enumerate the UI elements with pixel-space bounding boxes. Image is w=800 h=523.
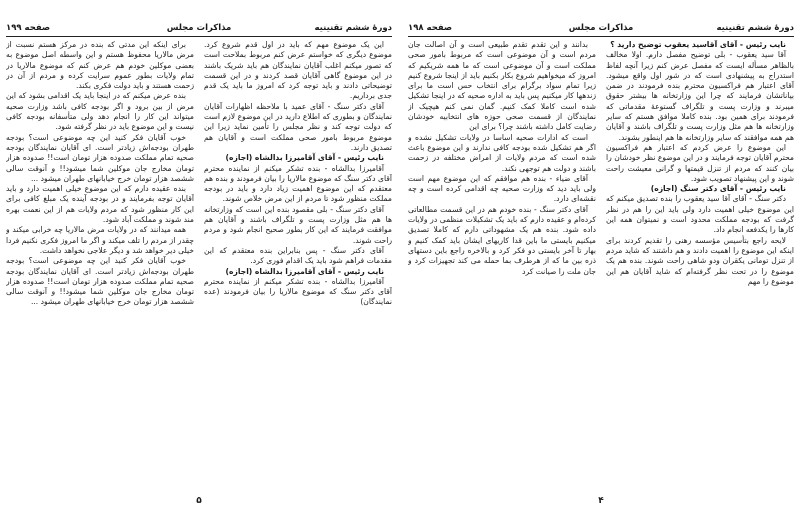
paragraph: این یک موضوع مهم که باید در اول قدم شروع کرد. موضوع دیگری که خواستم عرض کنم مربوط بملاحت است که تصور میکنم اغلب آقایان نمایندگان هم باید شریک باشند در این موضوع گاهی آقایان قصد کردند و در این قسمت توضیحاتی دادند و باید توجه کرد که امروز ما باید یک قدم جدی برداریم. [204,40,392,101]
paragraph: آقای دکتر سنگ - بلی مقصود بنده این است که وزارتخانه ها هم مثل وزارت پست و تلگراف باشند و آقایان هم موافقت فرمایند که این کار بطور صحیح انجام شود و مردم راحت شوند. [204,204,392,245]
paragraph: آقای دکتر سنگ - آقای عمید با ملاحظه اظهارات آقایان نمایندگان و بطوری که اطلاع دارید در این موضوع لازم است که دولت توجه کند و نظر مجلس را تأمین نماید زیرا این موضوع مربوط بامور صحی مملکت است و آقایان هم تصدیق دارند. [204,101,392,152]
page-header [408,22,794,37]
paragraph: لایحه راجع بتأسیس مؤسسه رهنی را تقدیم کردند برای اینکه این موضوع را اهمیت دادند و هم داشتند که شاید مردم از تنزل تومانی یکقران ودو شاهی راحت شوند. بنده هم یک موضوع را در تحت نظر گرفته‌ام که شاید آقایان هم این موضوع را مهم [606,235,794,286]
paragraph: نایب رئیس - آقای آقامیرزا بدالشاه (اجازه) [225,266,384,276]
paragraph: آقامیرزا بدالشاه - بنده تشکر میکنم از نماینده محترم آقای دکتر سنگ که موضوع مالاریا را بیان فرمودند و بنده هم معتقدم که این موضوع اهمیت زیاد دارد و باید در بودجه مملکت منظور شود تا مردم از این مرض خلاص شوند. [204,163,392,204]
paragraph: آقای ضیاء - بنده هم موافقم که این موضوع مهم است ولی باید دید که وزارت صحیه چه اقدامی کرده است و چه نقشه‌ای دارد. [408,173,596,204]
paragraph: همه میدانند که در ولایات مرض مالاریا چه خرابی میکند و چقدر از مردم را تلف میکند و اگر ما امروز فکری نکنیم فردا خیلی دیر خواهد شد و دیگر علاجی نخواهد داشت. [6,225,194,255]
paragraph: نایب رئیس - آقای آقامیرزا بدالشاه (اجازه) [225,153,384,163]
running-title: مذاکرات مجلس [166,23,232,33]
paragraph: برای اینکه این مدتی که بنده در مرکز هستم نسبت از مرض مالاریا محفوظ هستم و این واسطه اصل موضوع به بعضی موکلین خودم هم عرض کنم که موضوع مالاریا در تمام ولایات بطور عموم سرایت کرده و مردم از آن در زحمت هستند و باید دولت فکری بکند. [6,40,194,91]
paragraph: خوب آقایان فکر کنید این چه موضوعی است؟ بودجه طهران بودجه‌اش زیادتر است. ای آقایان نمایندگان بودجه صحیه تمام مملکت صدوده هزار تومان است!! صدوده هزار تومان مخارج جان موکلین شما میشود!! و آنوقت سالی ششصد هزار تومان خرج خیابانهای طهران میشود ... [6,132,194,183]
session-label: دورهٔ ششم تقنینیه [716,23,794,33]
right-page [402,0,800,523]
paragraph: آقامیرزا بدالشاه - بنده تشکر میکنم از نماینده محترم آقای دکتر سنگ که موضوع مالاریا را بیان فرمودند (عده نمایندگان) [204,276,392,307]
paragraph: بنده عقیده دارم که این موضوع خیلی اهمیت دارد و باید آقایان توجه بفرمایند و در بودجه آینده یک مبلغ کافی برای این کار منظور شود که مردم ولایات هم از این نعمت بهره مند شوند و مملکت آباد شود. [6,184,194,225]
page-label: صفحه ۱۹۸ [408,23,453,33]
page-number: ۵ [196,496,202,506]
paragraph: دکتر سنگ - آقای آقا سید یعقوب را بنده تصدیق میکنم که این موضوع خیلی اهمیت دارد ولی باید این را هم در نظر گرفت که بودجه مملکت محدود است و نمیتوان همه این کارها را یکدفعه انجام داد. [606,194,794,235]
text-column [204,40,392,488]
running-title: مذاکرات مجلس [568,23,634,33]
paragraph: نایب رئیس - آقای آقاسید یعقوب توضیح دارید ؟ [610,40,786,49]
text-column [408,40,596,488]
paragraph: خوب آقایان فکر کنید این چه موضوعی است؟ بودجه طهران بودجه‌اش زیادتر است. ای آقایان نمایندگان بودجه صحیه تمام مملکت صدوده هزار تومان است!! صدوده هزار تومان مخارج جان موکلین شما میشود!! و آنوقت سالی ششصد هزار تومان خرج خیابانهای طهران میشود ... [6,256,194,307]
text-column [606,40,794,488]
paragraph: آقای دکتر سنگ - پس بنابراین بنده معتقدم که این مقدمات فراهم شود باید یک اقدام فوری کرد. [204,245,392,266]
paragraph: بدانند و این تقدم تقدم طبیعی است و آن اصالت جان مردم است و آن موضوعی است که مربوط بامور صحی مملکت است و آن موضوعی است که ما همه شریکیم که امروز که میخواهیم شروع بکار بکنیم باید از اینجا شروع کنیم زیرا تمام سواد برگرام برای انتخاب حس است ما برای زندهها کار میکنیم پس باید به اداره صحیه که در اینجا تشکیل شده است کاملا کمک کنیم. گمان نمی کنم هیچیک از نمایندگان از قسمت صحی حوزه های انتخابیه خودشان رضایت کامل داشته باشند چرا؟ برای این [408,40,596,132]
paragraph: است که ادارات صحیه اساسا در ولایات تشکیل نشده و اگر هم تشکیل شده بودجه کافی ندارند و این موضوع باعث شده است که مردم ولایات از امراض مختلفه در زحمت باشند و دولت هم توجهی نکند. [408,132,596,173]
page-label: صفحه ۱۹۹ [6,23,51,33]
text-column [6,40,194,488]
session-label: دورهٔ ششم تقنینیه [314,23,392,33]
page-number: ۴ [598,496,604,506]
page-header [6,22,392,37]
paragraph: این موضوع را عرض کردم که اعتبار هم فراکسیون محترم آقایان توجه فرمایند و در این موضوع نظر خودشان را بیان کنند که مردم از تنزل قیمتها و گرانی معیشت راحت شوند و این پیشنهاد تصویب شود. [606,142,794,183]
paragraph: بنده عرض میکنم که در اینجا باید یک اقدامی بشود که این مرض از بین برود و اگر بودجه کافی باشد وزارت صحیه میتواند این کار را انجام دهد ولی متأسفانه بودجه کافی نیست و این موضوع باید در نظر گرفته شود. [6,91,194,132]
paragraph: نایب رئیس - آقای دکتر سنگ (اجازه) [650,184,786,194]
paragraph: آقای دکتر سنگ - بنده خودم هم در این قسمت مطالعاتی کرده‌ام و عقیده دارم که باید یک تشکیلات منظمی در ولایات داده شود. بنده هم یک مشهوداتی دارم که کاملا تصدیق میکنیم بایستی ما باین قدا کاریهای ایشان باید کمک کنیم و بهار تا آخر بایستی دو فکر کرد و بالاخره راجع باین دستهای ذره بین ما که از هرطرف بما حمله می کند تجهیزات کرد و جان ملت را صیانت کرد [408,204,596,276]
left-page [0,0,398,523]
paragraph: آقا سید یعقوب - بلی توضیح مفصل دارم. اولا مخالف بالظاهر مسأله ایست که مفصل عرض کنم زیرا آنچه لفاظ استدراج به پیشنهادی است که در شور اول واقع میشود. آقای اعتبار هم فراکسیون محترم بنده فرمودند در ضمن بیاناتشان فرمایند که چرا این وزارتخانه ها بیشتر حقوق میبرند و وزارت پست و تلگراف گستوعهٔ مقدماتی که فرمودند برای همین بود. بنده کاملا موافق هستم که سایر وزارتخانه ها هم مثل وزارت پست و تلگراف باشند و آقایان هم همه موافقند که سایر وزارتخانه ها هم اینطور بشوند. [606,50,794,142]
